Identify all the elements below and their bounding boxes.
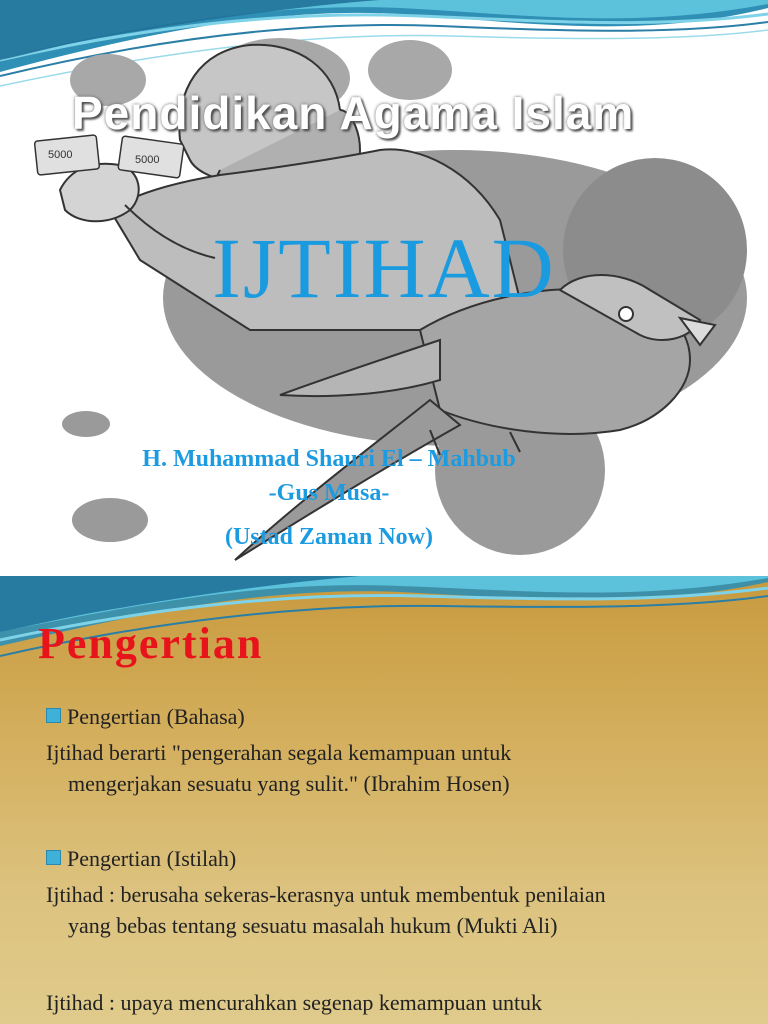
definition-third <box>46 987 746 1018</box>
definition-line: Ijtihad : berusaha sekeras-kerasnya untuk membentuk penilaian <box>46 882 606 907</box>
content-slide <box>0 576 768 1024</box>
author-tagline: (Ustad Zaman Now) <box>224 524 433 550</box>
author-name: H. Muhammad Shauri El – Mahbub <box>142 446 516 472</box>
bullet-label: Pengertian (Istilah) <box>67 846 237 871</box>
bullet-item-bahasa <box>46 704 245 730</box>
banknote-label-2: 5000 <box>135 154 160 166</box>
slide-heading: Pengertian <box>38 619 264 668</box>
definition-line: mengerjakan sesuatu yang sulit." (Ibrahim Hosen) <box>68 771 510 796</box>
slide-title: IJTIHAD <box>212 220 556 316</box>
definition-bahasa <box>46 737 746 799</box>
definition-istilah <box>46 879 746 941</box>
small-grey-circle-1 <box>62 411 110 437</box>
definition-line: yang bebas tentang sesuatu masalah hukum (Mukti Ali) <box>68 913 558 938</box>
square-bullet-icon <box>46 850 61 865</box>
bullet-label: Pengertian (Bahasa) <box>67 704 245 729</box>
banknote-label-1: 5000 <box>48 149 73 161</box>
definition-line: Ijtihad : upaya mencurahkan segenap kemampuan untuk <box>46 990 543 1015</box>
bullet-item-istilah <box>46 846 236 872</box>
author-nickname: -Gus Musa- <box>268 480 390 506</box>
presentation-subject: Pendidikan Agama Islam <box>72 87 635 139</box>
definition-line: Ijtihad berarti "pengerahan segala kemampuan untuk <box>46 740 512 765</box>
square-bullet-icon <box>46 708 61 723</box>
